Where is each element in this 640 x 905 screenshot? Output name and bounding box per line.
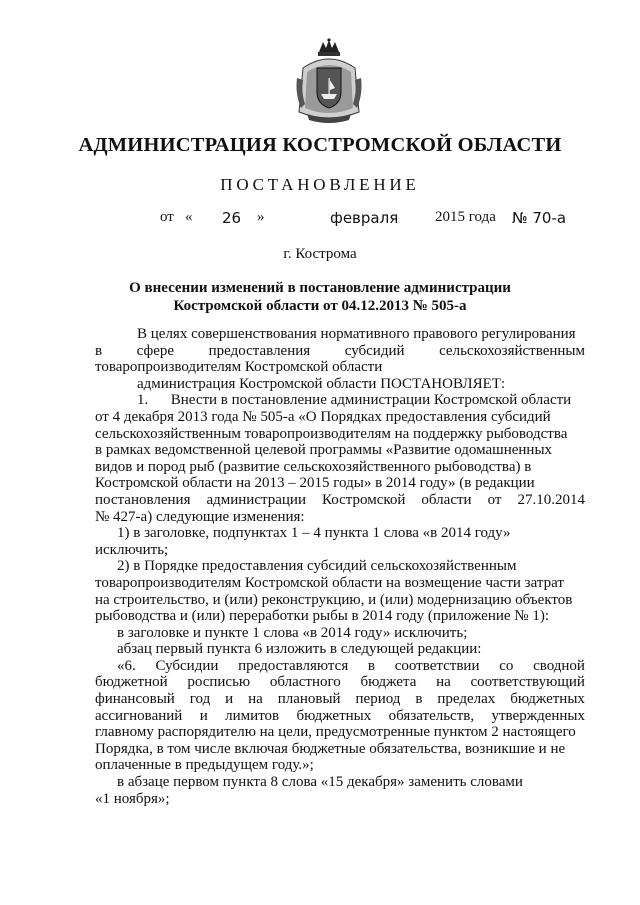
word: утвержденных xyxy=(491,707,585,724)
subject-line: О внесении изменений в постановление администрации xyxy=(129,280,511,296)
word: администрации xyxy=(206,491,306,508)
word: области xyxy=(421,491,472,508)
document-subject xyxy=(95,279,545,315)
document-number: № 70-а xyxy=(512,209,567,227)
word: областного xyxy=(269,674,341,691)
justified-line xyxy=(95,691,585,708)
justified-line xyxy=(95,708,585,725)
word: бюджетных xyxy=(296,707,372,724)
date-day: 26 xyxy=(222,209,242,227)
date-prefix: от xyxy=(160,209,174,225)
word: и xyxy=(225,691,234,708)
word: обязательств, xyxy=(388,707,475,724)
justified-line xyxy=(95,492,585,509)
body-line: на строительство, и (или) реконструкцию, и (или) модернизацию объектов xyxy=(95,591,573,608)
word: бюджета xyxy=(360,674,417,691)
body-line: исключить; xyxy=(95,541,169,558)
body-line: № 427-а) следующие изменения: xyxy=(95,508,305,525)
body-line: Порядка, в том числе включая бюджетные обязательства, возникшие и не xyxy=(95,740,566,757)
quote-open: « xyxy=(185,209,193,225)
body-line: администрация Костромской области ПОСТАНОВЛЯЕТ: xyxy=(137,375,506,392)
body-line: сельскохозяйственным товаропроизводителям на поддержку рыбоводства xyxy=(95,425,568,442)
body-line: В целях совершенствования нормативного правового регулирования xyxy=(137,326,576,342)
word: сельскохозяйственным xyxy=(439,342,585,359)
body-line: от 4 декабря 2013 года № 505-а «О Порядках предоставления субсидий xyxy=(95,408,551,425)
word: бюджетной xyxy=(95,674,168,691)
justified-line xyxy=(95,343,585,360)
body-line: товаропроизводителям Костромской области xyxy=(95,359,383,376)
word: бюджетных xyxy=(510,691,585,708)
organization-title: АДМИНИСТРАЦИЯ КОСТРОМСКОЙ ОБЛАСТИ xyxy=(78,134,562,156)
word: постановления xyxy=(95,491,191,508)
document-body xyxy=(95,326,585,807)
word: со xyxy=(499,657,514,674)
word: период xyxy=(355,691,401,708)
word: 27.10.2014 xyxy=(517,491,585,508)
word: пределах xyxy=(437,691,496,708)
body-line: товаропроизводителям Костромской области на возмещение части затрат xyxy=(95,574,564,591)
date-month: февраля xyxy=(330,209,399,227)
word: в xyxy=(367,657,376,674)
word: Костромской xyxy=(321,491,406,508)
word: в xyxy=(415,691,423,708)
justified-line xyxy=(95,674,585,691)
word: предоставления xyxy=(208,342,311,359)
body-line: рыбоводства и (или) переработки рыбы в 2014 году (приложение № 1): xyxy=(95,608,550,625)
date-line xyxy=(0,209,640,231)
word: «6. xyxy=(117,657,136,674)
body-line: в заголовке и пункте 1 слова «в 2014 году» исключить; xyxy=(117,624,468,641)
word: на xyxy=(436,674,451,691)
city: г. Кострома xyxy=(283,246,357,262)
justified-line xyxy=(95,658,585,675)
body-line: абзац первый пункта 6 изложить в следующей редакции: xyxy=(117,641,482,658)
word: финансовый xyxy=(95,691,175,708)
word: от xyxy=(487,491,502,508)
word: и xyxy=(199,707,208,724)
document-type: ПОСТАНОВЛЕНИЕ xyxy=(220,175,420,194)
date-year: 2015 года xyxy=(435,209,496,225)
word: год xyxy=(189,691,211,708)
body-line: главному распорядителю на цели, предусмотренные пунктом 2 настоящего xyxy=(95,724,576,741)
body-line: 2) в Порядке предоставления субсидий сельскохозяйственным xyxy=(117,558,517,575)
word: в xyxy=(95,342,103,359)
body-line: «1 ноября»; xyxy=(95,790,170,807)
coat-of-arms-emblem xyxy=(293,38,365,126)
body-line: 1. Внести в постановление администрации Костромской области xyxy=(137,392,572,409)
word: субсидий xyxy=(344,342,405,359)
body-line: в абзаце первом пункта 8 слова «15 декабря» заменить словами xyxy=(117,774,523,791)
word: росписью xyxy=(187,674,251,691)
word: предоставляются xyxy=(238,657,349,674)
body-line: оплаченные в предыдущем году.»; xyxy=(95,757,314,774)
body-line: Костромской области на 2013 – 2015 годы» в 2014 году» (в редакции xyxy=(95,475,535,492)
word: сфере xyxy=(136,342,175,359)
word: на xyxy=(248,691,263,708)
word: соответствующий xyxy=(470,674,585,691)
body-line: видов и пород рыб (развитие сельскохозяйственного рыбоводства) в xyxy=(95,458,532,475)
subject-line: Костромской области от 04.12.2013 № 505-а xyxy=(173,298,467,314)
word: плановый xyxy=(277,691,341,708)
body-line: в рамках ведомственной целевой программы «Развитие одомашненных xyxy=(95,442,553,459)
word: сводной xyxy=(533,657,585,674)
word: соответствии xyxy=(394,657,480,674)
word: ассигнований xyxy=(95,707,183,724)
word: лимитов xyxy=(225,707,280,724)
word: Субсидии xyxy=(155,657,219,674)
quote-close: » xyxy=(257,209,265,225)
body-line: 1) в заголовке, подпунктах 1 – 4 пункта 1 слова «в 2014 году» xyxy=(117,525,511,542)
